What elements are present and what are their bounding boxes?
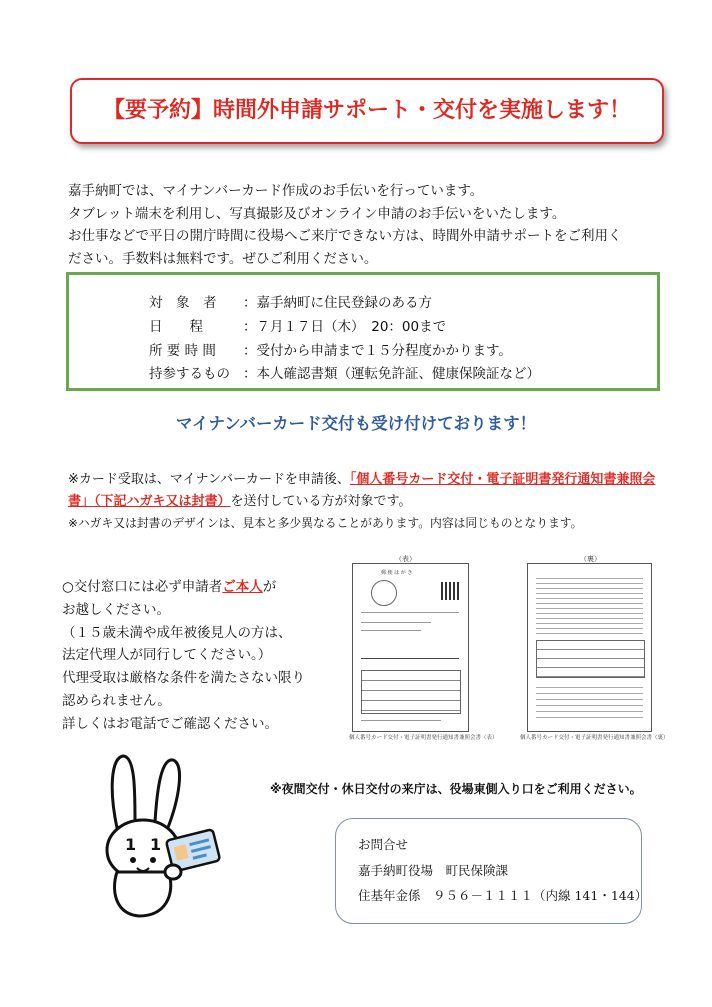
text-block-graphic: [536, 574, 643, 634]
info-label: 日 程: [149, 319, 203, 335]
divider: [361, 720, 441, 721]
info-row-target: [149, 291, 432, 311]
contact-box: [335, 818, 648, 924]
intro-text: [68, 180, 668, 270]
counter-line: [62, 576, 362, 599]
form-table-graphic: [536, 640, 645, 678]
info-value: ：受付から申請まで１５分程度かかります。: [243, 343, 512, 359]
intro-line: ださい。手数料は無料です。ぜひご利用ください。: [68, 250, 378, 267]
counter-line: 詳しくはお電話でご確認ください。: [62, 715, 278, 732]
contact-heading: お問合せ: [358, 837, 409, 852]
mascot-rabbit-icon: [95, 750, 225, 920]
info-value: ：本人確認書類（運転免許証、健康保険証など）: [243, 366, 540, 382]
qr-code-icon: [441, 582, 459, 600]
info-row-items: [149, 362, 540, 382]
stamp-icon: [371, 580, 397, 606]
back-caption: 個人番号カード交付・電子証明書発行通知書兼照会書（裏）: [520, 735, 669, 741]
page-title: 【要予約】時間外申請サポート・交付を実施します！: [102, 98, 631, 123]
info-table-graphic: [361, 670, 461, 714]
counter-suffix: が: [262, 579, 277, 595]
info-label: 所 要 時 間: [149, 343, 216, 359]
intro-line: 嘉手納町では、マイナンバーカード作成のお手伝いを行っています。: [68, 183, 484, 199]
notice-prefix: ※カード受取は、マイナンバーカードを申請後、: [68, 472, 350, 487]
counter-highlight: ご本人: [222, 579, 263, 595]
counter-instructions: [62, 576, 362, 736]
contact-phone: 住基年金係 ９５６－１１１１（内線 141・144）: [358, 888, 648, 903]
counter-line: （１５歳未満や成年被後見人の方は、: [62, 624, 292, 641]
svg-text:1: 1: [150, 835, 162, 854]
notice-text: [68, 469, 668, 513]
info-value: ：嘉手納町に住民登録のある方: [243, 295, 432, 311]
info-row-duration: [149, 339, 512, 359]
divider: [361, 630, 421, 631]
text-block-graphic: [536, 682, 643, 722]
design-note: ※ハガキ又は封書のデザインは、見本と多少異なることがあります。内容は同じものとなります。: [68, 516, 583, 530]
notice-highlight: 「個人番号カード交付・電子証明書発行通知書兼照会書」（下記ハガキ又は封書）: [68, 472, 656, 509]
counter-line: 代理受取は厳格な条件を満たさない限り: [62, 670, 305, 687]
postcard-back-sample: [527, 563, 652, 732]
section-subtitle: マイナンバーカード交付も受け付けております！: [175, 414, 537, 433]
front-caption: 個人番号カード交付・電子証明書発行通知書兼照会書（表）: [349, 735, 498, 741]
info-row-date: [149, 315, 446, 335]
postcard-header: 郵 便 は が き: [381, 570, 413, 576]
postcard-front-sample: [352, 563, 469, 732]
back-label: （裏）: [580, 555, 601, 563]
info-label: 対 象 者: [149, 295, 217, 311]
info-value: ：７月１７日（木） 20：00まで: [243, 319, 447, 335]
svg-text:1: 1: [125, 835, 137, 854]
counter-line: お越しください。: [62, 601, 170, 618]
night-entrance-note: ※夜間交付・休日交付の来庁は、役場東側入り口をご利用ください。: [270, 782, 642, 796]
counter-line: 認められません。: [62, 692, 171, 709]
counter-prefix: ○交付窓口には必ず申請者: [62, 579, 223, 595]
title-box: [70, 78, 664, 144]
notice-suffix: を送付している方が対象です。: [230, 494, 412, 509]
divider: [361, 622, 431, 623]
divider: [361, 612, 459, 613]
front-label: （表）: [395, 555, 416, 563]
info-label: 持参するもの: [149, 366, 230, 382]
contact-org: 嘉手納町役場 町民保険課: [358, 863, 509, 878]
intro-line: お仕事などで平日の開庁時間に役場へご来庁できない方は、時間外申請サポートをご利用く: [68, 228, 622, 244]
divider: [361, 658, 459, 659]
info-box: [66, 272, 660, 391]
intro-line: タブレット端末を利用し、写真撮影及びオンライン申請のお手伝いをいたします。: [68, 205, 566, 222]
counter-line: 法定代理人が同行してください。）: [62, 647, 272, 664]
